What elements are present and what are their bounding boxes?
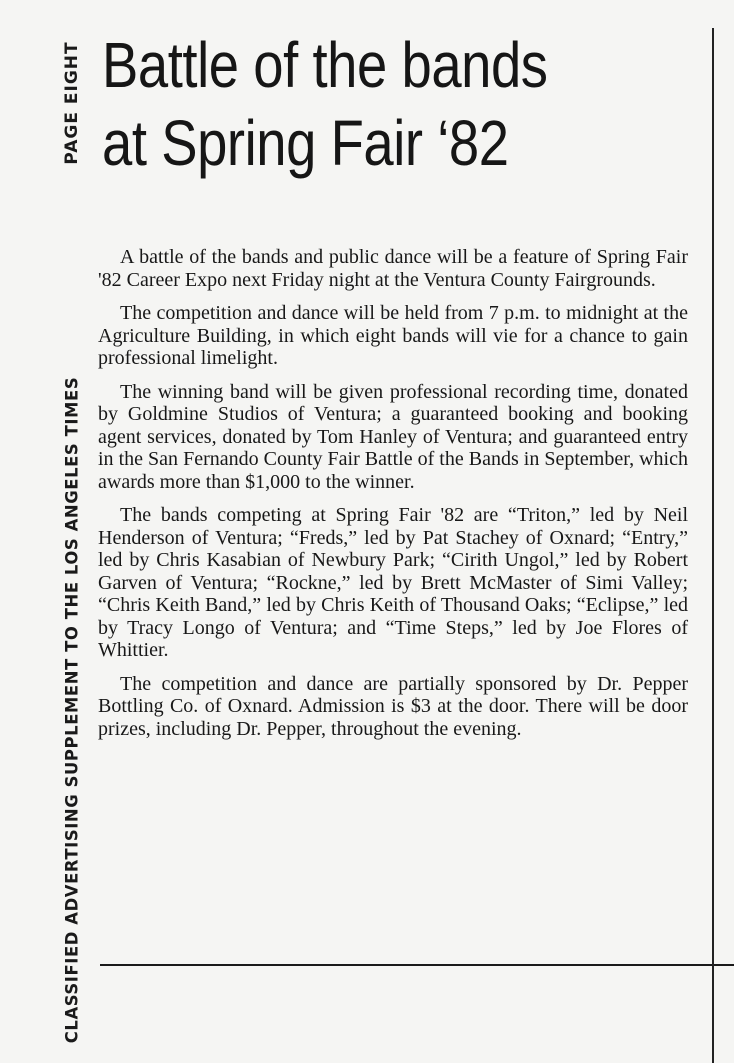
article-paragraph: The winning band will be given professional recording time, donated by Goldmine Studios of Ventura; a guaranteed booking and booking agent services, donated by Tom Hanley of Ventura; and guaranteed entry in the San Fernando County Fair Battle of the Bands in September, which awards more than $1,000 to the winner.: [98, 380, 688, 493]
supplement-text: CLASSIFIED ADVERTISING SUPPLEMENT TO THE LOS ANGELES TIMES: [62, 376, 82, 1044]
headline: [102, 26, 612, 182]
article-body: [98, 246, 688, 751]
article-paragraph: The competition and dance are partially sponsored by Dr. Pepper Bottling Co. of Oxnard. Admission is $3 at the door. There will be door prizes, including Dr. Pepper, throughout the evening.: [98, 672, 688, 740]
headline-line-2: at Spring Fair ‘82: [102, 107, 509, 179]
page-number-label: [58, 28, 86, 178]
column-divider: [712, 28, 714, 1063]
article-paragraph: A battle of the bands and public dance will be a feature of Spring Fair '82 Career Expo next Friday night at the Ventura County Fairgrounds.: [98, 246, 688, 291]
page-number-text: PAGE EIGHT: [62, 41, 82, 165]
supplement-label: [58, 365, 86, 1055]
headline-line-1: Battle of the bands: [102, 29, 548, 101]
article-paragraph: The competition and dance will be held from 7 p.m. to midnight at the Agriculture Building, in which eight bands will vie for a chance to gain professional limelight.: [98, 302, 688, 369]
article-paragraph: The bands competing at Spring Fair '82 are “Triton,” led by Neil Henderson of Ventura; “Freds,” led by Pat Stachey of Oxnard; “Entry,” led by Chris Kasabian of Newbury Park; “Cirith Ungol,” led by Robert Garven of Ventura; “Rockne,” led by Brett McMaster of Simi Valley; “Chris Keith Band,” led by Chris Keith of Thousand Oaks; “Eclipse,” led by Tracy Longo of Ventura; and “Time Steps,” led by Joe Flores of Whittier.: [98, 504, 688, 661]
bottom-divider: [100, 964, 734, 966]
